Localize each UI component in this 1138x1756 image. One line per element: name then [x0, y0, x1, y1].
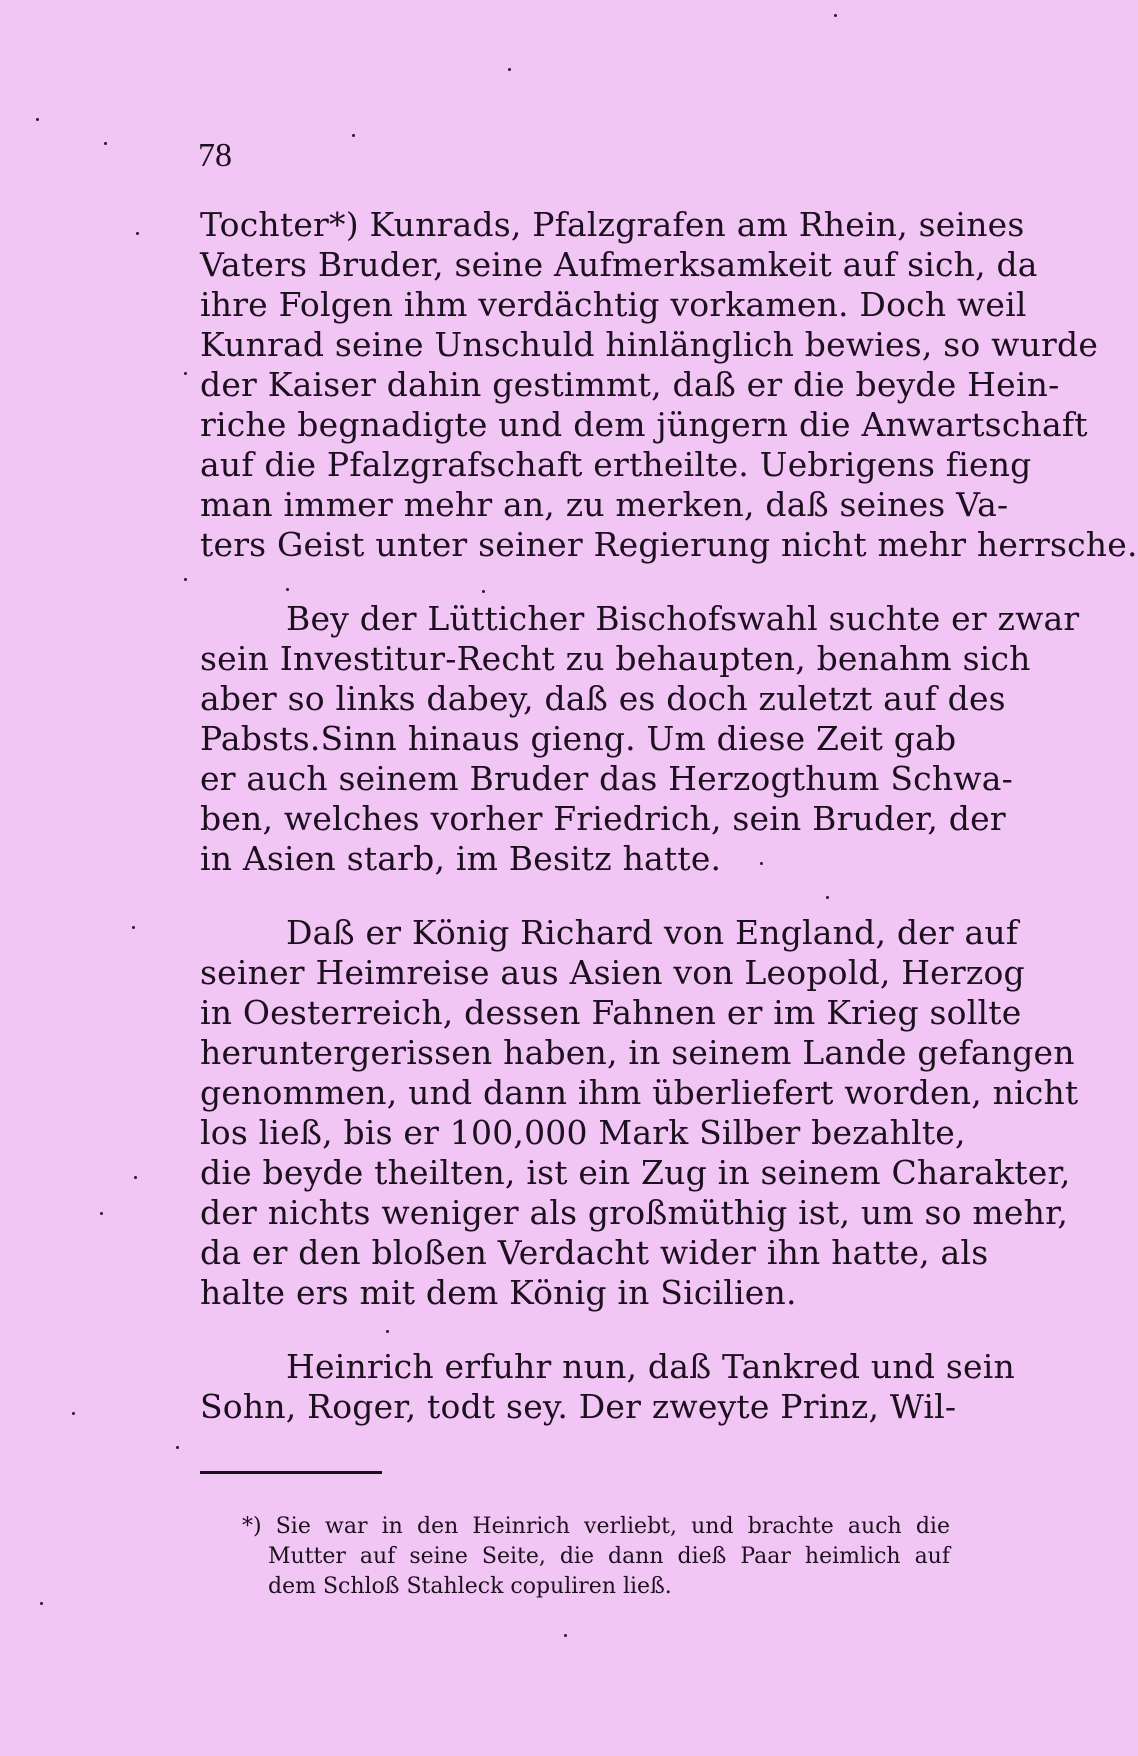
paper-speck — [40, 1602, 43, 1605]
text-line: genommen, und dann ihm überliefert worden, nicht — [200, 1073, 1079, 1112]
body-text — [200, 205, 1138, 1427]
text-line: er auch seinem Bruder das Herzogthum Schwa- — [200, 759, 1013, 798]
page-number: 78 — [198, 137, 232, 174]
paper-speck — [352, 134, 355, 137]
paper-speck — [826, 896, 829, 899]
text-line: sein Investitur-Recht zu behaupten, benahm sich — [200, 639, 1031, 678]
text-line: man immer mehr an, zu merken, daß seines Va- — [200, 485, 1009, 524]
text-line: ben, welches vorher Friedrich, sein Bruder, der — [200, 799, 1006, 838]
paragraph — [200, 913, 1079, 1313]
footnote-separator — [200, 1471, 382, 1474]
paper-speck — [564, 1634, 567, 1637]
paper-speck — [834, 14, 837, 17]
text-line: Bey der Lütticher Bischofswahl suchte er zwar — [286, 599, 1080, 638]
text-line: Tochter*) Kunrads, Pfalzgrafen am Rhein, seines — [200, 205, 1025, 244]
footnote — [242, 1512, 950, 1602]
text-line: halte ers mit dem König in Sicilien. — [200, 1273, 797, 1312]
paper-speck — [132, 926, 135, 929]
paper-speck — [386, 1330, 389, 1333]
text-line: ters Geist unter seiner Regierung nicht mehr herrsche. — [200, 525, 1138, 564]
footnote-line: dem Schloß Stahleck copuliren ließ. — [268, 1574, 672, 1599]
text-line: Daß er König Richard von England, der auf — [286, 913, 1019, 952]
text-line: los ließ, bis er 100,000 Mark Silber bezahlte, — [200, 1113, 966, 1152]
text-line: die beyde theilten, ist ein Zug in seinem Charakter, — [200, 1153, 1071, 1192]
paper-speck — [136, 232, 139, 235]
paper-speck — [134, 1176, 137, 1179]
text-line: riche begnadigte und dem jüngern die Anwartschaft — [200, 405, 1088, 444]
paragraph — [200, 1347, 1015, 1427]
text-line: ihre Folgen ihm verdächtig vorkamen. Doch weil — [200, 285, 1027, 324]
text-line: der Kaiser dahin gestimmt, daß er die beyde Hein- — [200, 365, 1060, 404]
paragraph — [200, 599, 1080, 879]
paper-speck — [508, 68, 511, 71]
text-line: seiner Heimreise aus Asien von Leopold, Herzog — [200, 953, 1025, 992]
text-line: Heinrich erfuhr nun, daß Tankred und sein — [286, 1347, 1015, 1386]
paper-speck — [184, 578, 187, 581]
paper-speck — [760, 862, 763, 865]
text-line: aber so links dabey, daß es doch zuletzt auf des — [200, 679, 1006, 718]
text-line: Vaters Bruder, seine Aufmerksamkeit auf sich, da — [200, 245, 1038, 284]
paper-speck — [100, 1212, 103, 1215]
paper-speck — [72, 1412, 75, 1415]
paper-speck — [482, 590, 485, 593]
text-line: da er den bloßen Verdacht wider ihn hatte, als — [200, 1233, 989, 1272]
paper-speck — [184, 372, 187, 375]
paper-speck — [286, 588, 289, 591]
text-line: Kunrad seine Unschuld hinlänglich bewies, so wurde — [200, 325, 1099, 364]
text-line: in Oesterreich, dessen Fahnen er im Krieg sollte — [200, 993, 1022, 1032]
text-line: heruntergerissen haben, in seinem Lande gefangen — [200, 1033, 1075, 1072]
footnote-line: Mutter auf seine Seite, die dann dieß Paar heimlich auf — [268, 1544, 950, 1569]
text-line: Sohn, Roger, todt sey. Der zweyte Prinz, Wil- — [200, 1387, 957, 1426]
paper-speck — [104, 142, 107, 145]
text-line: auf die Pfalzgrafschaft ertheilte. Uebrigens fieng — [200, 445, 1032, 484]
footnote-line: *) Sie war in den Heinrich verliebt, und brachte auch die — [242, 1514, 950, 1539]
text-line: in Asien starb, im Besitz hatte. — [200, 839, 722, 878]
text-line: Pabsts.Sinn hinaus gieng. Um diese Zeit gab — [200, 719, 957, 758]
text-line: der nichts weniger als großmüthig ist, um so mehr, — [200, 1193, 1069, 1232]
paper-speck — [176, 1446, 179, 1449]
paragraph — [200, 205, 1138, 565]
paper-speck — [36, 118, 39, 121]
